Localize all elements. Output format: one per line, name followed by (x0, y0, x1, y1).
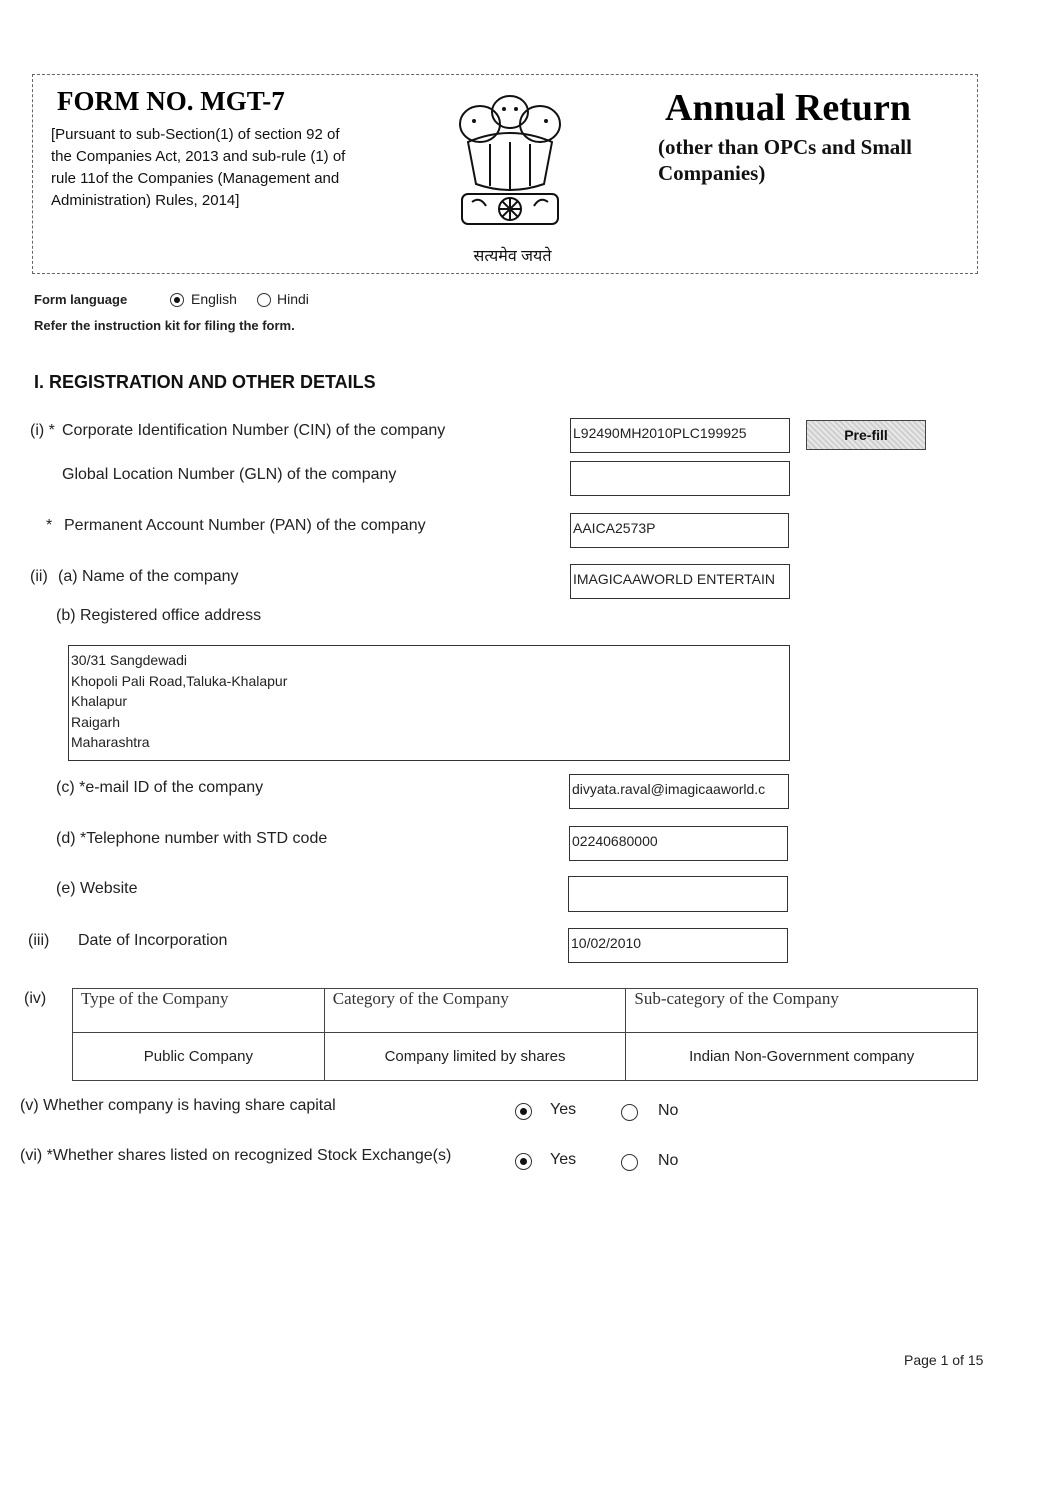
pursuant-text (51, 124, 401, 212)
type-value: Public Company (73, 1033, 325, 1081)
category-value: Company limited by shares (324, 1033, 626, 1081)
language-english-label: English (191, 291, 237, 307)
page-number: Page 1 of 15 (904, 1352, 984, 1368)
pursuant-line: Administration) Rules, 2014] (51, 192, 240, 209)
doi-label: Date of Incorporation (78, 932, 228, 949)
type-header: Type of the Company (73, 989, 325, 1033)
pan-asterisk: * (46, 517, 53, 534)
address-label: (b) Registered office address (56, 607, 262, 624)
table-header-row (73, 989, 978, 1033)
form-language-label: Form language (34, 292, 128, 307)
listed-no-radio[interactable] (621, 1154, 638, 1171)
registered-address-field[interactable] (68, 645, 790, 761)
subcategory-value: Indian Non-Government company (626, 1033, 978, 1081)
form-number: FORM NO. MGT-7 (57, 86, 285, 116)
instruction-text: Refer the instruction kit for filing the form. (34, 318, 295, 333)
share-capital-no-radio[interactable] (621, 1104, 638, 1121)
address-line: Maharashtra (71, 734, 150, 750)
pursuant-line: the Companies Act, 2013 and sub-rule (1) of (51, 148, 346, 165)
address-line: 30/31 Sangdewadi (71, 652, 187, 668)
company-type-table (72, 988, 978, 1081)
share-capital-no-label: No (658, 1102, 679, 1119)
subcategory-header: Sub-category of the Company (626, 989, 978, 1033)
address-line: Khalapur (71, 693, 128, 709)
website-label: (e) Website (56, 880, 138, 897)
doi-field[interactable]: 10/02/2010 (568, 928, 788, 963)
website-field[interactable] (568, 876, 788, 912)
language-hindi-radio[interactable] (257, 293, 271, 307)
email-label: (c) *e-mail ID of the company (56, 779, 264, 796)
cin-label: Corporate Identification Number (CIN) of the company (62, 422, 446, 439)
section-heading: I. REGISTRATION AND OTHER DETAILS (34, 372, 376, 392)
telephone-field[interactable]: 02240680000 (569, 826, 788, 861)
email-field[interactable]: divyata.raval@imagicaaworld.c (569, 774, 789, 809)
listed-yes-radio[interactable] (515, 1153, 532, 1170)
cin-number: (i) * (30, 422, 55, 439)
telephone-label: (d) *Telephone number with STD code (56, 830, 328, 847)
pursuant-line: [Pursuant to sub-Section(1) of section 92 of (51, 126, 340, 143)
pan-field[interactable]: AAICA2573P (570, 513, 789, 548)
share-capital-label: (v) Whether company is having share capital (20, 1097, 336, 1114)
table-row (73, 1033, 978, 1081)
gln-label: Global Location Number (GLN) of the company (62, 466, 397, 483)
emblem-motto: सत्यमेव जयते (473, 248, 552, 265)
category-header: Category of the Company (324, 989, 626, 1033)
name-number: (ii) (30, 568, 48, 585)
listed-yes-label: Yes (550, 1151, 577, 1168)
ashoka-emblem-icon (440, 84, 580, 244)
form-subtitle: (other than OPCs and Small Companies) (658, 135, 912, 185)
cin-field[interactable]: L92490MH2010PLC199925 (570, 418, 790, 453)
pursuant-line: rule 11of the Companies (Management and (51, 170, 340, 187)
form-title: Annual Return (665, 87, 911, 129)
company-name-field[interactable]: IMAGICAAWORLD ENTERTAIN (570, 564, 790, 599)
address-line: Raigarh (71, 713, 121, 730)
company-name-label: (a) Name of the company (58, 568, 239, 585)
share-capital-yes-radio[interactable] (515, 1103, 532, 1120)
gln-field[interactable] (570, 461, 790, 496)
language-hindi-label: Hindi (277, 291, 309, 307)
listed-no-label: No (658, 1152, 679, 1169)
listed-label: (vi) *Whether shares listed on recognized Stock Exchange(s) (20, 1147, 452, 1164)
pan-label: Permanent Account Number (PAN) of the company (64, 517, 426, 534)
address-line: Khopoli Pali Road,Taluka-Khalapur (71, 672, 288, 689)
prefill-button[interactable]: Pre-fill (806, 420, 926, 450)
language-english-radio[interactable] (170, 293, 184, 307)
share-capital-yes-label: Yes (550, 1101, 577, 1118)
doi-number: (iii) (28, 932, 50, 949)
type-number: (iv) (24, 990, 47, 1007)
